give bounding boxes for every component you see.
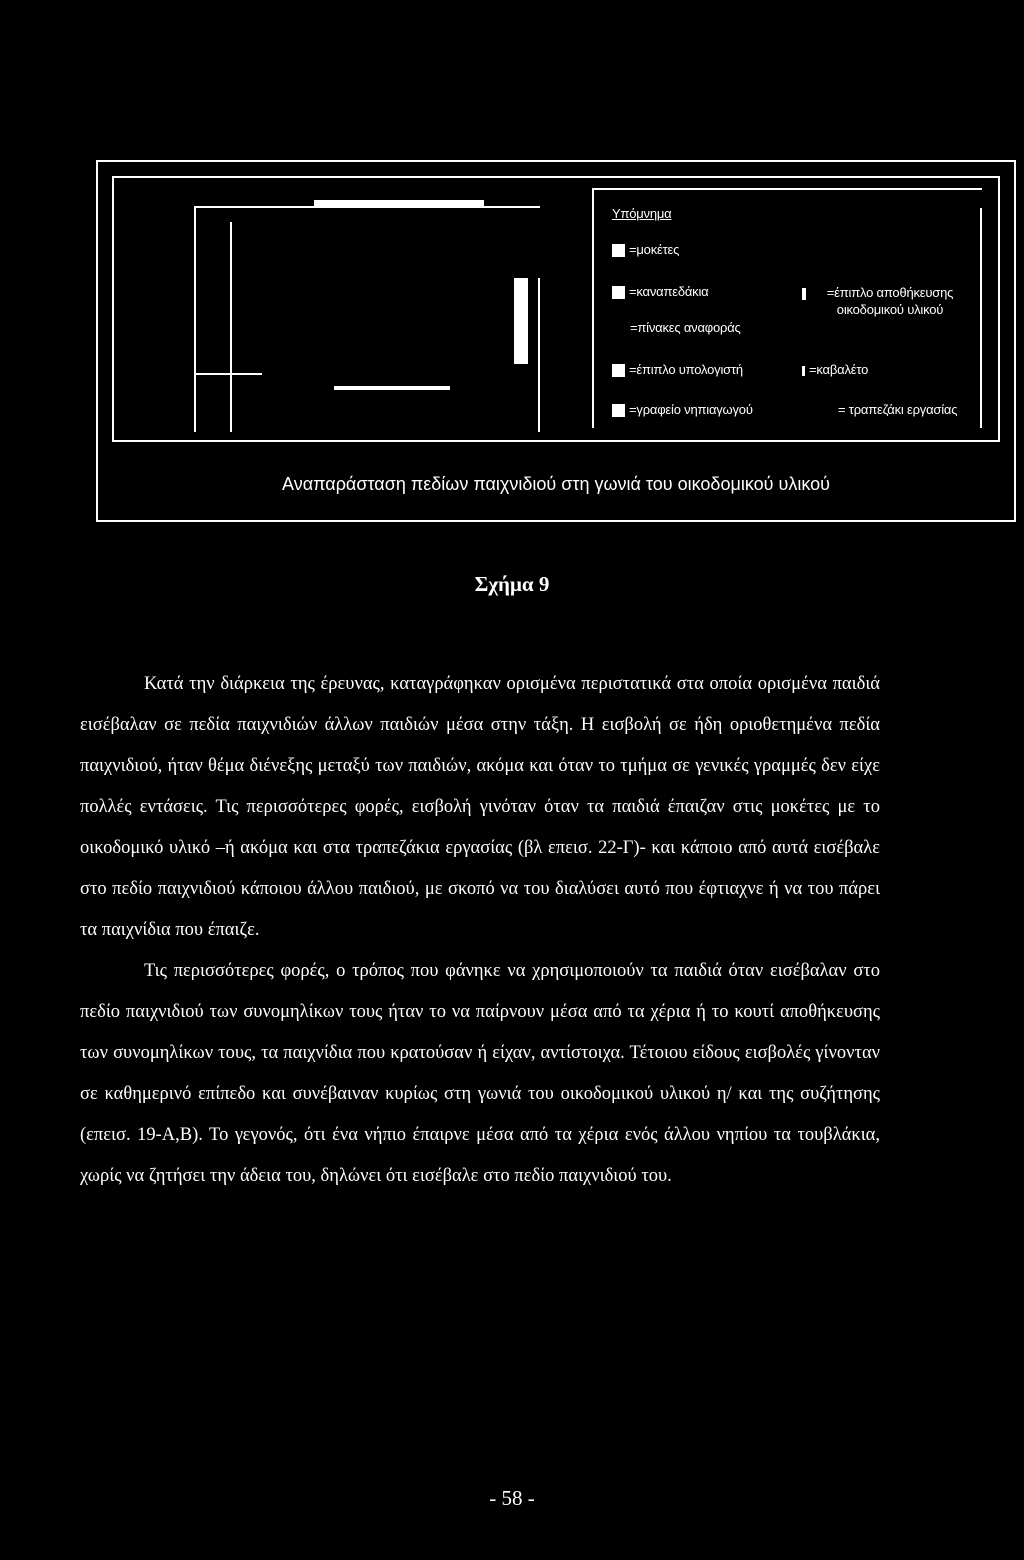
legend-item-computer-desk: =έπιπλο υπολογιστή — [612, 362, 743, 377]
legend-item-rugs: =μοκέτες — [612, 242, 679, 257]
figure-caption: Αναπαράσταση πεδίων παιχνιδιού στη γωνιά του οικοδομικού υλικού — [282, 474, 830, 494]
legend-item-work-table: = τραπεζάκι εργασίας — [838, 402, 958, 417]
floorplan-inner-post — [230, 222, 232, 432]
floorplan-board — [314, 200, 484, 206]
floorplan-storage-unit — [514, 278, 528, 364]
floorplan-top-wall — [194, 206, 540, 208]
figure-number: Σχήμα 9 — [474, 572, 550, 596]
legend — [608, 192, 988, 432]
floorplan-bottom-wall — [334, 386, 450, 390]
legend-item-easel: =καβαλέτο — [802, 362, 868, 377]
floorplan-right-divider — [538, 278, 540, 432]
square-icon — [612, 244, 625, 257]
paragraph-1: Κατά την διάρκεια της έρευνας, καταγράφηκαν ορισμένα περιστατικά στα οποία ορισμένα παιδιά εισέβαλαν σε πεδία παιχνιδιών άλλων παιδιών μέσα στην τάξη. Η εισβολή σε ήδη οριοθετημένα πεδία παιχνιδιού, ήταν θέμα διένεξης μεταξύ των παιδιών, ακόμα και όταν το τμήμα σε γενικές γραμμές δεν είχε πολλές εντάσεις. Τις περισσότερες φορές, εισβολή γινόταν όταν τα παιδιά έπαιζαν στις μοκέτες με το οικοδομικό υλικό –ή ακόμα και στα τραπεζάκια εργασίας (βλ επεισ. 22-Γ)- και κάποιο από αυτά εισέβαλε στο πεδίο παιχνιδιού κάποιου άλλου παιδιού, με σκοπό να του διαλύσει αυτό που έφτιαχνε ή να του πάρει τα παιχνίδια που έπαιζε. — [80, 674, 880, 940]
legend-item-sofas: =καναπεδάκια — [612, 284, 709, 299]
page-number: - 58 - — [489, 1486, 535, 1510]
legend-item-teacher-desk: =γραφείο νηπιαγωγού — [612, 402, 753, 417]
legend-title: Υπόμνημα — [612, 206, 672, 221]
floorplan-legend-separator — [592, 188, 594, 428]
body-text — [80, 664, 880, 1197]
floorplan-left-wall — [194, 206, 196, 432]
square-icon — [612, 404, 625, 417]
paragraph-2: Τις περισσότερες φορές, ο τρόπος που φάνηκε να χρησιμοποιούν τα παιδιά όταν εισέβαλαν στο πεδίο παιχνιδιού των συνομηλίκων τους ήταν το να παίρνουν μέσα από τα χέρια ή το κουτί αποθήκευσης των συνομηλίκων τους, τα παιχνίδια που κρατούσαν ή είχαν, αντίστοιχα. Τέτοιου είδους εισβολές γίνονταν σε καθημερινό επίπεδο και συνέβαιναν κυρίως στη γωνιά του οικοδομικού υλικού η/ και της συζήτησης (επεισ. 19-Α,Β). Το γεγονός, ότι ένα νήπιο έπαιρνε μέσα από τα χέρια ενός άλλου νηπίου τα τουβλάκια, χωρίς να ζητήσει την άδεια του, δηλώνει ότι εισέβαλε στο πεδίο παιχνιδιού του. — [80, 961, 880, 1186]
square-icon — [612, 364, 625, 377]
bar-icon — [802, 366, 805, 376]
floorplan-shelf-line — [196, 373, 262, 375]
legend-item-storage: =έπιπλο αποθήκευσης οικοδομικού υλικού — [802, 284, 970, 318]
square-icon — [612, 286, 625, 299]
bar-icon — [802, 288, 806, 300]
legend-item-boards: =πίνακες αναφοράς — [630, 320, 741, 335]
floorplan-legend-top — [592, 188, 982, 190]
